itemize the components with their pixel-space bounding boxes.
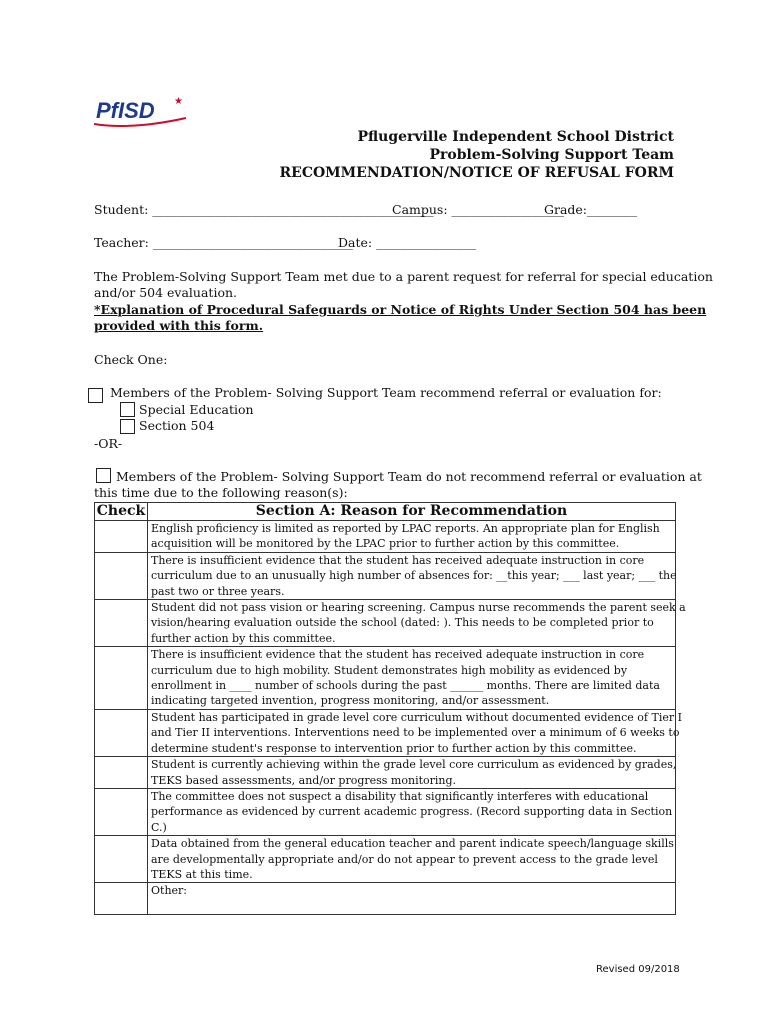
date-field[interactable]: Date: ________________ [338, 235, 477, 250]
reason-text-cell [148, 757, 676, 789]
reason-line: Data obtained from the general education teacher and parent indicate speech/language skills [151, 837, 674, 851]
intro-line-2: and/or 504 evaluation. [94, 285, 238, 300]
check-column-header: Check [95, 503, 148, 521]
reason-line: Student has participated in grade level core curriculum without documented evidence of Tier I [151, 710, 682, 724]
reason-line: Student is currently achieving within the grade level core curriculum as evidenced by grades, [151, 758, 677, 772]
recommend-label: Members of the Problem- Solving Support Team recommend referral or evaluation for: [110, 385, 662, 400]
not-recommend-checkbox[interactable] [96, 468, 111, 483]
reason-check-cell[interactable] [95, 647, 148, 710]
student-field[interactable]: Student: _____________________________________________ [94, 202, 434, 217]
reason-check-cell[interactable] [95, 552, 148, 599]
reason-row [95, 552, 676, 599]
reason-check-cell[interactable] [95, 709, 148, 756]
reason-check-cell[interactable] [95, 836, 148, 883]
district-name: Pflugerville Independent School District [357, 129, 674, 145]
reason-row [95, 883, 676, 915]
svg-text:★: ★ [174, 96, 183, 107]
reason-row [95, 788, 676, 835]
reason-line: further action by this committee. [151, 631, 336, 645]
reason-line [151, 899, 672, 914]
reason-line: enrollment in ____ number of schools during the past ______ months. There are limited data [151, 679, 660, 693]
reason-line: past two or three years. [151, 584, 285, 598]
special-education-checkbox[interactable] [120, 402, 135, 417]
reason-check-cell[interactable] [95, 757, 148, 789]
reason-row [95, 757, 676, 789]
section-504-checkbox[interactable] [120, 419, 135, 434]
reason-check-cell[interactable] [95, 788, 148, 835]
reason-text-cell [148, 552, 676, 599]
reason-row [95, 836, 676, 883]
reason-line: The committee does not suspect a disability that significantly interferes with educational [151, 789, 649, 803]
reason-row [95, 600, 676, 647]
logo-text: PfISD [96, 98, 155, 123]
reason-check-cell[interactable] [95, 600, 148, 647]
reason-text-cell [148, 883, 676, 915]
reason-line: Student did not pass vision or hearing screening. Campus nurse recommends the parent seek a [151, 601, 686, 615]
reason-line: There is insufficient evidence that the student has received adequate instruction in core [151, 648, 645, 662]
reason-check-cell[interactable] [95, 883, 148, 915]
safeguards-notice-1: *Explanation of Procedural Safeguards or Notice of Rights Under Section 504 has been [94, 302, 707, 317]
reason-line: performance as evidenced by current academic progress. (Record supporting data in Section [151, 805, 673, 819]
reason-line: curriculum due to high mobility. Student demonstrates high mobility as evidenced by [151, 663, 628, 677]
reason-line: indicating targeted invention, progress monitoring, and/or assessment. [151, 694, 550, 708]
section-504-label: Section 504 [139, 418, 215, 433]
special-education-label: Special Education [139, 402, 254, 417]
reason-check-cell[interactable] [95, 521, 148, 553]
reason-line: Other: [151, 884, 187, 898]
reason-line: C.) [151, 820, 167, 834]
reason-line: and Tier II interventions. Interventions need to be implemented over a minimum of 6 weeks to [151, 726, 680, 740]
reason-row [95, 709, 676, 756]
reason-line: determine student's response to intervention prior to further action by this committee. [151, 741, 637, 755]
reason-line: acquisition will be monitored by the LPAC prior to further action by this committee. [151, 537, 620, 551]
safeguards-notice-2: provided with this form. [94, 318, 264, 333]
reason-text-cell [148, 788, 676, 835]
reason-text-cell [148, 600, 686, 647]
reason-row [95, 647, 676, 710]
intro-line-1: The Problem-Solving Support Team met due to a parent request for referral for special education [94, 269, 713, 284]
not-recommend-label-1: Members of the Problem- Solving Support Team do not recommend referral or evaluation at [116, 469, 702, 484]
section-a-table [94, 502, 686, 915]
check-one-label: Check One: [94, 352, 168, 367]
reason-line: TEKS at this time. [151, 867, 253, 881]
recommend-checkbox[interactable] [88, 388, 103, 403]
reason-text-cell [148, 521, 676, 553]
reason-line: vision/hearing evaluation outside the school (dated: ). This needs to be completed prior to [151, 616, 654, 630]
reason-line: There is insufficient evidence that the student has received adequate instruction in core [151, 553, 645, 567]
reason-line: are developmentally appropriate and/or do not appear to prevent access to the grade level [151, 852, 658, 866]
teacher-field[interactable]: Teacher: ________________________________ [94, 235, 353, 250]
pfisd-logo [92, 94, 190, 130]
or-divider: -OR- [94, 436, 123, 451]
reason-row [95, 521, 676, 553]
grade-field[interactable]: Grade:________ [544, 202, 638, 217]
form-title: RECOMMENDATION/NOTICE OF REFUSAL FORM [279, 165, 674, 181]
campus-field[interactable]: Campus: __________________ [392, 202, 565, 217]
reason-line: curriculum due to an unusually high number of absences for: __this year; ___ last year; ___ the [151, 569, 677, 583]
reason-text-cell [148, 836, 676, 883]
reason-column-header: Section A: Reason for Recommendation [148, 503, 676, 521]
revised-date: Revised 09/2018 [596, 964, 680, 975]
reason-text-cell [148, 647, 676, 710]
team-name: Problem-Solving Support Team [429, 147, 674, 163]
not-recommend-label-2: this time due to the following reason(s): [94, 485, 348, 500]
reason-line: English proficiency is limited as reported by LPAC reports. An appropriate plan for English [151, 522, 660, 535]
reason-text-cell [148, 709, 682, 756]
reason-line: TEKS based assessments, and/or progress monitoring. [151, 773, 457, 787]
